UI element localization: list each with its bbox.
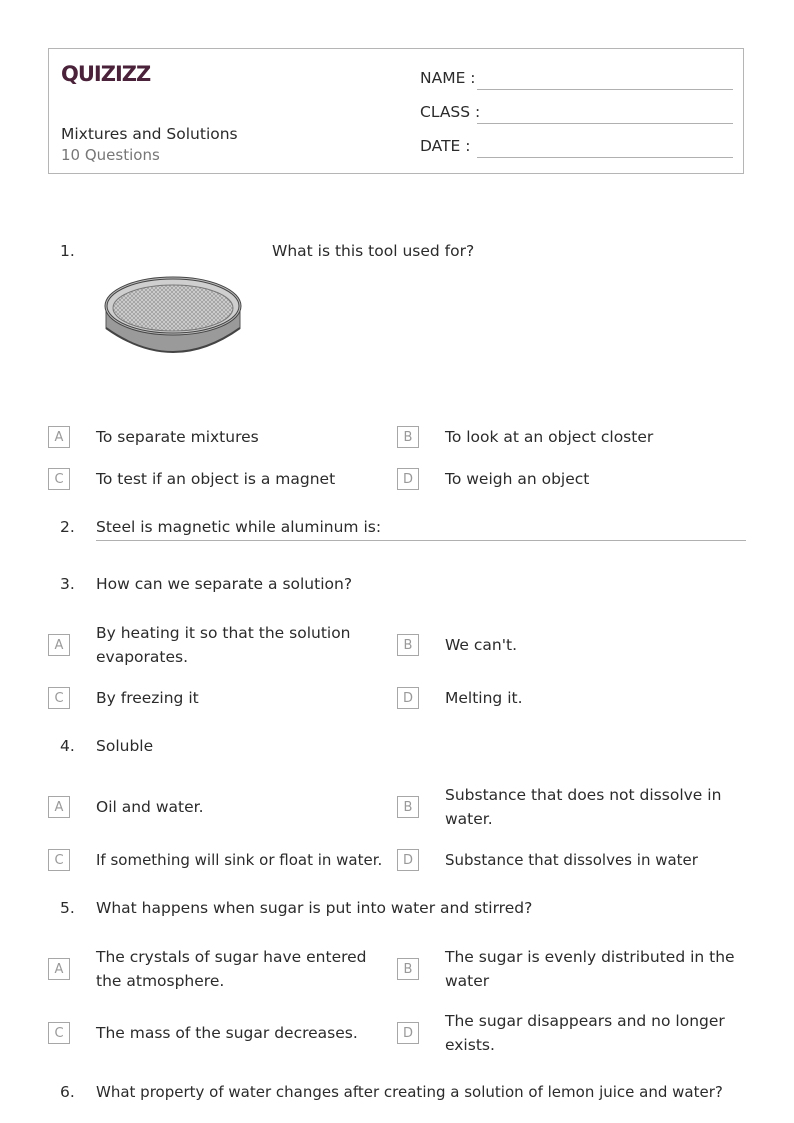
- question-number: 4.: [60, 737, 75, 755]
- option-box-d[interactable]: D: [397, 1022, 419, 1044]
- option-box-a[interactable]: A: [48, 958, 70, 980]
- option-text: If something will sink or float in water.: [96, 851, 383, 869]
- option-box-b[interactable]: B: [397, 634, 419, 656]
- option-box-d[interactable]: D: [397, 468, 419, 490]
- option-box-a[interactable]: A: [48, 634, 70, 656]
- option-text: Oil and water.: [96, 798, 204, 816]
- option-text: By heating it so that the solution evaporates.: [96, 624, 351, 666]
- option-text: The sugar disappears and no longer exists.: [445, 1012, 725, 1054]
- name-label: NAME :: [420, 69, 476, 87]
- worksheet-title: Mixtures and Solutions: [61, 125, 238, 143]
- question-text: What happens when sugar is put into water and stirred?: [96, 899, 533, 917]
- question-number: 6.: [60, 1083, 75, 1101]
- question-number: 3.: [60, 575, 75, 593]
- option-text: To separate mixtures: [96, 428, 259, 446]
- option-text: To test if an object is a magnet: [96, 470, 336, 488]
- option-text: Substance that dissolves in water: [445, 851, 698, 869]
- name-line[interactable]: [477, 89, 733, 90]
- question-text: Steel is magnetic while aluminum is:: [96, 518, 382, 536]
- option-box-d[interactable]: D: [397, 687, 419, 709]
- option-text: To look at an object closter: [445, 428, 654, 446]
- question-text: How can we separate a solution?: [96, 575, 353, 593]
- class-line[interactable]: [477, 123, 733, 124]
- option-box-c[interactable]: C: [48, 687, 70, 709]
- sieve-image: [98, 266, 248, 366]
- worksheet-header: [48, 48, 744, 174]
- option-box-b[interactable]: B: [397, 796, 419, 818]
- option-text: The sugar is evenly distributed in the water: [445, 948, 735, 990]
- option-text: By freezing it: [96, 689, 199, 707]
- option-box-c[interactable]: C: [48, 849, 70, 871]
- option-text: We can't.: [445, 636, 517, 654]
- option-text: To weigh an object: [445, 470, 590, 488]
- question-text: What property of water changes after creating a solution of lemon juice and water?: [96, 1083, 723, 1101]
- option-text: Melting it.: [445, 689, 523, 707]
- option-box-c[interactable]: C: [48, 468, 70, 490]
- question-count: 10 Questions: [61, 146, 160, 164]
- svg-text:QUIZIZZ: QUIZIZZ: [61, 62, 151, 86]
- question-number: 2.: [60, 518, 75, 536]
- option-box-b[interactable]: B: [397, 426, 419, 448]
- question-text: Soluble: [96, 737, 154, 755]
- option-box-a[interactable]: A: [48, 796, 70, 818]
- option-text: Substance that does not dissolve in water.: [445, 786, 722, 828]
- option-box-c[interactable]: C: [48, 1022, 70, 1044]
- answer-line[interactable]: [96, 540, 746, 541]
- question-number: 5.: [60, 899, 75, 917]
- date-line[interactable]: [477, 157, 733, 158]
- question-number: 1.: [60, 242, 75, 260]
- option-box-d[interactable]: D: [397, 849, 419, 871]
- quizizz-logo: [61, 59, 153, 87]
- option-text: The crystals of sugar have entered the atmosphere.: [96, 948, 367, 990]
- option-text: The mass of the sugar decreases.: [96, 1024, 358, 1042]
- question-text: What is this tool used for?: [272, 242, 475, 260]
- class-label: CLASS :: [420, 103, 481, 121]
- option-box-a[interactable]: A: [48, 426, 70, 448]
- date-label: DATE :: [420, 137, 471, 155]
- option-box-b[interactable]: B: [397, 958, 419, 980]
